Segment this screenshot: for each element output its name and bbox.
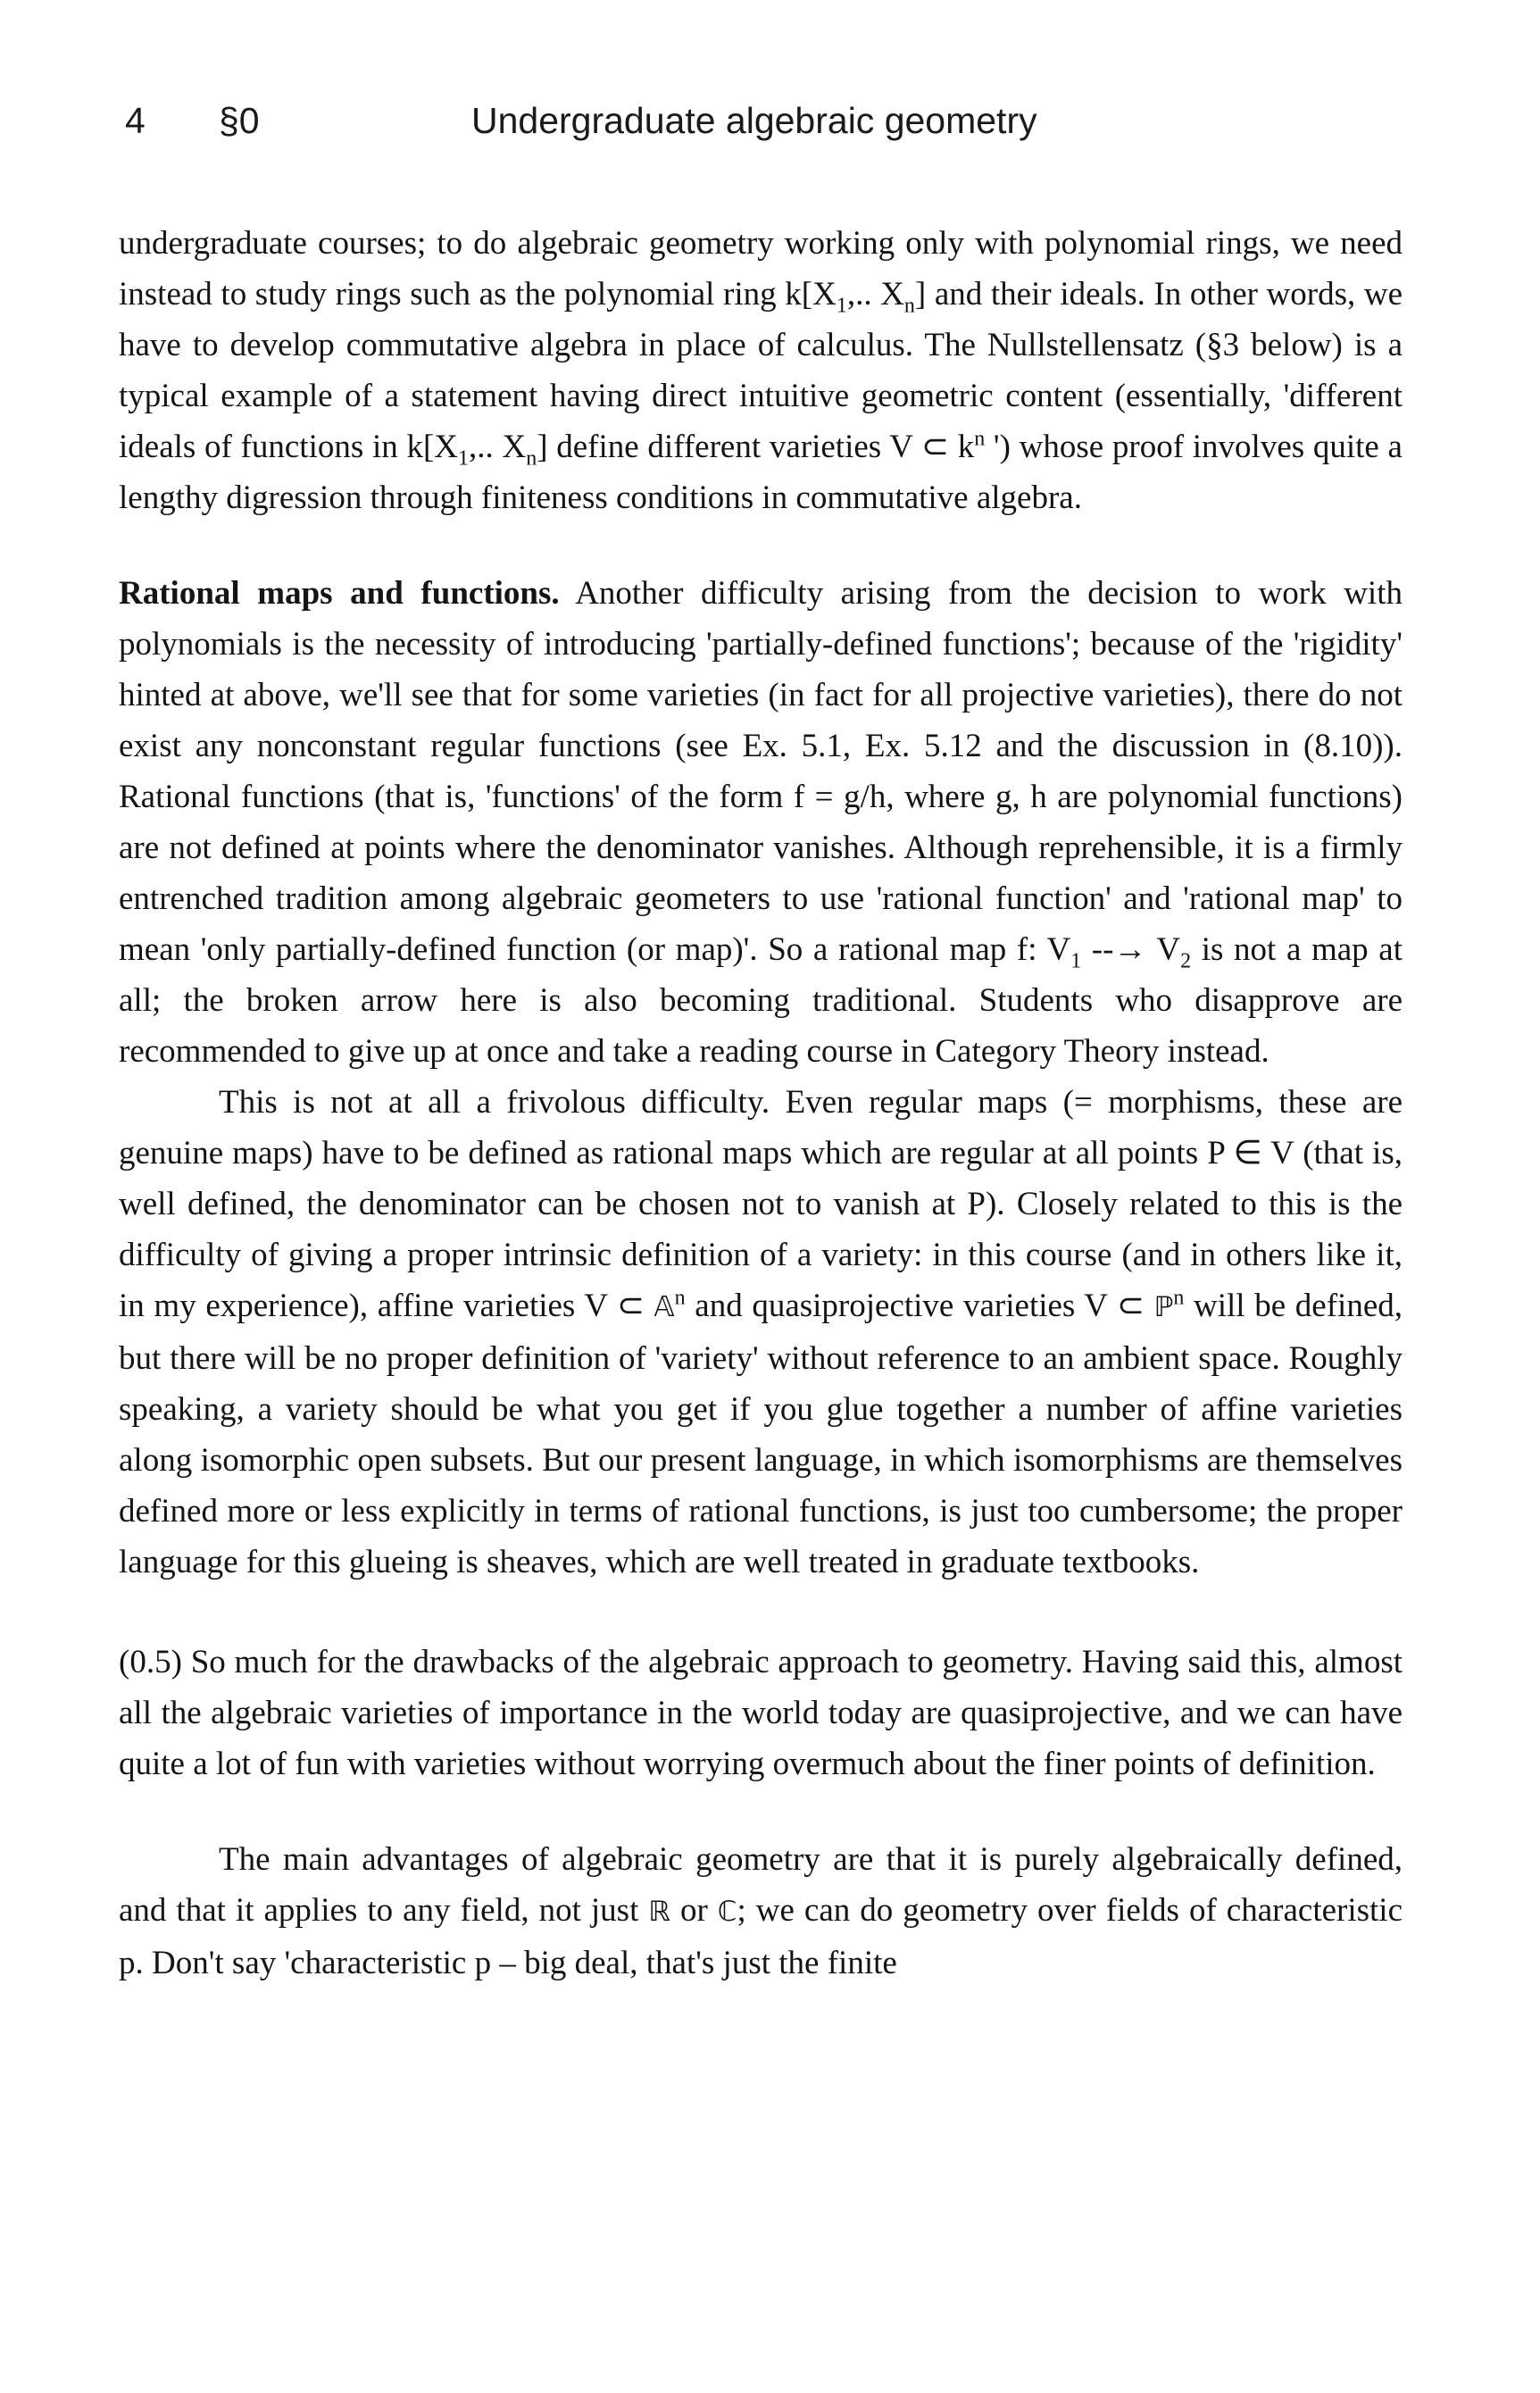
p1-text-4: ') whose proof involves quite a lengthy digression through finiteness conditions in commutative algebra.	[119, 429, 1403, 516]
page-number: 4	[125, 100, 146, 141]
paragraph-5	[119, 1834, 1403, 1989]
chapter-title: Undergraduate algebraic geometry	[471, 100, 1037, 141]
numbered-label: (0.5)	[119, 1644, 182, 1680]
p5-text-5: – big deal, that's just the finite	[491, 1945, 897, 1981]
math-char-p-2: p	[474, 1945, 492, 1981]
running-header	[0, 100, 1540, 163]
math-f-equals-g-over-h: f = g/h,	[793, 779, 895, 815]
math-char-p: p	[119, 1945, 136, 1981]
p3-text-1: This is not at all a frivolous difficulty. Even regular maps (= morphisms, these are genuine maps) have to be defined as rational maps which are regular at all points	[119, 1084, 1403, 1171]
p2-text-2: where	[894, 779, 995, 815]
math-rational-map: f: $V_1$ --→ $V_2$	[1016, 931, 1192, 973]
p2-text-1: Another difficulty arising from the decision to work with polynomials is the necessity of introducing 'partially-defined functions'; because of the 'rigidity' hinted at above, we'll see that for some varieties (in fact for all projective varieties), there do not exist any nonconstant regular functions (see Ex. 5.1, Ex. 5.12 and the discussion in (8.10)). Rational functions (that is, 'functions' of the form	[119, 575, 1403, 815]
section-heading-rational-maps: Rational maps and functions.	[119, 575, 560, 612]
p5-text-1: The main advantages of algebraic geometry are that it is purely algebraically defined, and that it applies to any field, not just	[119, 1841, 1403, 1929]
math-affine-space: V ⊂ 𝔸$^n$	[584, 1286, 686, 1324]
math-projective-space: V ⊂ ℙ$^n$	[1084, 1286, 1185, 1324]
p1-text-3: define different varieties	[547, 429, 890, 465]
p3-text-3: and quasiprojective varieties	[685, 1288, 1085, 1324]
math-complex-symbol: ℂ	[717, 1896, 737, 1928]
math-point-in-variety: P ∈ V	[1207, 1135, 1294, 1171]
p5-text-3: ; we can do geometry over fields of characteristic	[737, 1892, 1403, 1929]
p1-text-2: and their ideals. In other words, we have to develop commutative algebra in place of calculus. The Nullstellensatz (§3 below) is a typical example of a statement having direct intuitive geometric content (essentially, 'different ideals of functions in	[119, 276, 1403, 465]
paragraph-4	[119, 1637, 1403, 1789]
p2-text-3: are polynomial functions) are not defined at points where the denominator vanishes. Although reprehensible, it is a firmly entrenched tradition among algebraic geometers to use 'rational function' and 'rational map' to mean 'only partially-defined function (or map)'. So a rational map	[119, 779, 1403, 968]
section-label: §0	[219, 100, 260, 141]
p5-text-4: . Don't say 'characteristic	[135, 1945, 475, 1981]
p4-text: So much for the drawbacks of the algebraic approach to geometry. Having said this, almost all the algebraic varieties of importance in the world today are quasiprojective, and we can have quite a lot of fun with varieties without worrying overmuch about the finer points of definition.	[119, 1644, 1403, 1782]
p2-text-4: is not a map at all; the broken arrow here is also becoming traditional. Students who disapprove are recommended to give up at once and take a reading course in Category Theory instead.	[119, 931, 1403, 1070]
body-text	[119, 218, 1403, 1989]
p3-text-2: (that is, well defined, the denominator can be chosen not to vanish at P). Closely related to this is the difficulty of giving a proper intrinsic definition of a variety: in this course (and in others like it, in my experience), affine varieties	[119, 1135, 1403, 1324]
p3-text-4: will be defined, but there will be no proper definition of 'variety' without reference to an ambient space. Roughly speaking, a variety should be what you get if you glue together a number of affine varieties along isomorphic open subsets. But our present language, in which isomorphisms are themselves defined more or less explicitly in terms of rational functions, is just too cumbersome; the proper language for this glueing is sheaves, which are well treated in graduate textbooks.	[119, 1288, 1403, 1580]
paragraph-3	[119, 1077, 1403, 1588]
math-poly-ring: $k[X_1$,.. $X_n$]	[785, 276, 927, 318]
paragraph-2	[119, 568, 1403, 1077]
math-reals-symbol: ℝ	[648, 1896, 670, 1928]
math-variety-in-kn: V ⊂ $k^n$	[889, 427, 986, 465]
math-g-h: g, h	[995, 779, 1047, 815]
paragraph-1	[119, 218, 1403, 523]
p1-text-1: undergraduate courses; to do algebraic geometry working only with polynomial rings, we need instead to study rings such as the polynomial ring	[119, 225, 1403, 313]
math-poly-ring-2: $k[X_1$,.. $X_n$]	[406, 429, 548, 471]
p5-text-2: or	[670, 1892, 718, 1929]
